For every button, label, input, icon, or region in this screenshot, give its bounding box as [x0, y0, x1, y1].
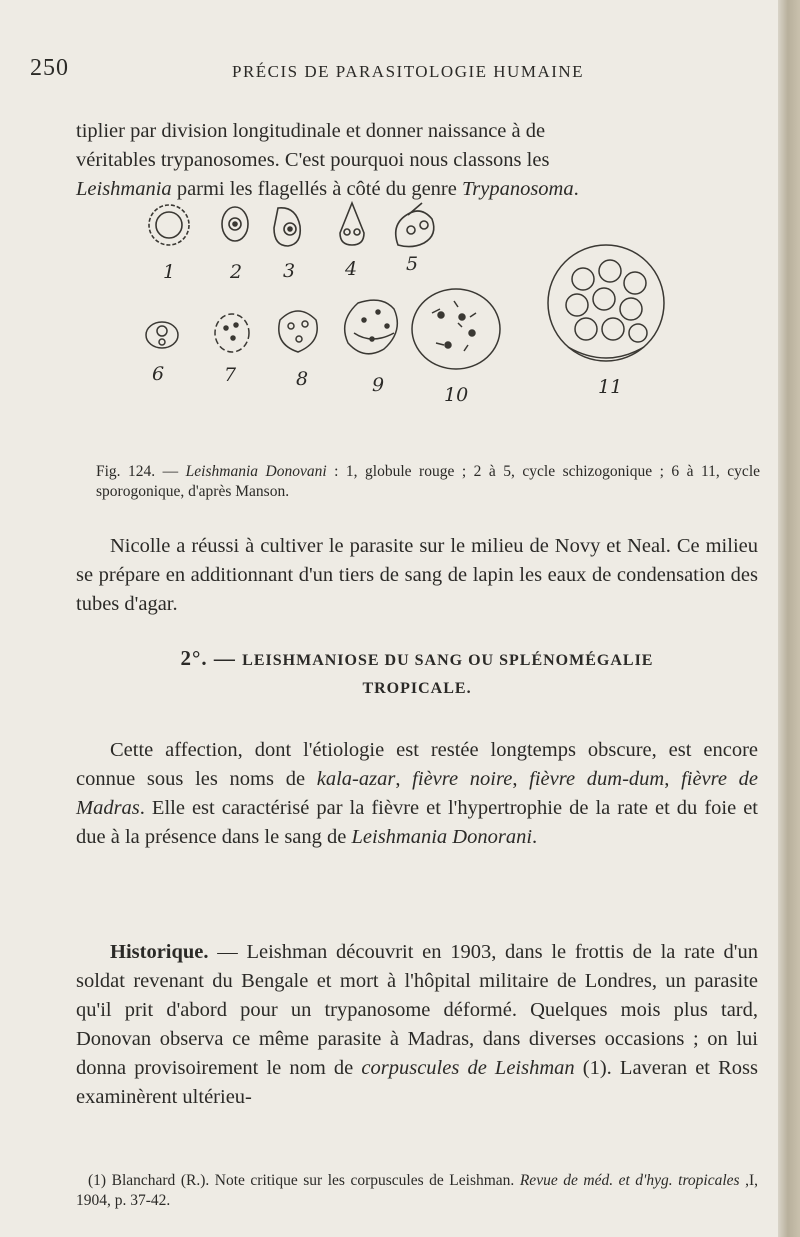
- para3-end: .: [532, 826, 538, 848]
- sep: ,: [512, 768, 530, 790]
- section-title-line1: LEISHMANIOSE DU SANG OU SPLÉNOMÉGALIE: [242, 652, 654, 669]
- sep: ,: [664, 768, 682, 790]
- section-number: 2°. —: [180, 646, 243, 670]
- figure-124-leishmania-illustration: [140, 195, 740, 485]
- para4-part1: — Leishman découvrit en 1903, dans le frottis de la rate d'un soldat revenant du Bengale et mort à l'hôpital militaire de Londres, un parasite qu'il prit d'abord pour un trypanosome déformé. Quelques mois plus tard, Donovan observa ce même parasite à Madras, dans diverses occasions ; on lui donna provisoirement le nom de: [76, 941, 758, 1079]
- cell-3: [274, 208, 300, 246]
- para1-line2: véritables trypanosomes. C'est pourquoi nous classons les: [76, 149, 550, 171]
- para4-part2: (1). Laveran et Ross examinèrent ultérieu-: [76, 1057, 758, 1108]
- figure-caption: [96, 462, 760, 502]
- page-number: 250: [30, 55, 69, 81]
- cell-7: [215, 314, 249, 352]
- cell-4: [340, 203, 364, 245]
- cell-6: [146, 322, 178, 348]
- name-kala-azar: kala-azar: [316, 768, 396, 790]
- cell-11: [548, 245, 664, 361]
- para1-line3-middle: parmi les flagellés à côté du genre: [171, 178, 462, 200]
- para3-part1: Cette affection, dont l'étiologie est restée longtemps obscure, est encore connue sous les noms de: [76, 739, 758, 790]
- sep: ,: [395, 768, 413, 790]
- caption-lead: Fig. 124. —: [96, 463, 186, 480]
- figure-drawing: [140, 195, 740, 485]
- name-fievre-dum-dum: fièvre dum-dum: [529, 768, 665, 790]
- fig-label-3: 3: [283, 260, 296, 282]
- fig-label-11: 11: [598, 376, 623, 398]
- fig-label-1: 1: [163, 261, 176, 283]
- paragraph-culture: [76, 532, 758, 619]
- page-header: [0, 55, 800, 91]
- para1-line1: tiplier par division longitudinale et donner naissance à de: [76, 120, 546, 142]
- para1-genus-leishmania: Leishmania: [76, 178, 172, 200]
- cell-8: [279, 311, 317, 352]
- para1-line3-end: .: [573, 178, 579, 200]
- cell-2: [222, 207, 248, 241]
- running-title: PRÉCIS DE PARASITOLOGIE HUMAINE: [232, 62, 585, 81]
- fig-label-4: 4: [345, 258, 358, 280]
- para2-text: Nicolle a réussi à cultiver le parasite sur le milieu de Novy et Neal. Ce milieu se prépare en additionnant d'un tiers de sang de lapin les eaux de condensation des tubes d'agar.: [76, 535, 758, 615]
- name-fievre-de-madras: fièvre de Madras: [76, 768, 759, 819]
- paragraph-continuation: [76, 117, 758, 204]
- section-heading: [76, 644, 758, 703]
- corpuscules-de-leishman: corpuscules de Leishman: [361, 1057, 575, 1079]
- book-page-edge: [778, 0, 800, 1237]
- fig-label-7: 7: [224, 364, 237, 386]
- paragraph-historique: [76, 938, 758, 1112]
- paragraph-affection: [76, 736, 758, 852]
- historique-label: Historique.: [110, 941, 209, 963]
- fig-label-5: 5: [406, 253, 419, 275]
- footnote: [76, 1171, 758, 1211]
- caption-text: : 1, globule rouge ; 2 à 5, cycle schizogonique ; 6 à 11, cycle sporogonique, d'après Manson.: [96, 463, 761, 500]
- fig-label-10: 10: [444, 384, 469, 406]
- para3-part2: . Elle est caractérisé par la fièvre et l'hypertrophie de la rate et du foie et due à la présence dans le sang de: [76, 797, 758, 848]
- footnote-author: Blanchard (R.). Note critique sur les corpuscules de Leishman.: [106, 1172, 520, 1189]
- cell-9: [345, 300, 398, 354]
- para1-genus-trypanosoma: Trypanosoma: [461, 178, 574, 200]
- caption-species: Leishmania Donovani: [185, 463, 327, 480]
- cell-5: [396, 203, 434, 247]
- footnote-marker: (1): [88, 1172, 107, 1189]
- cell-1-red-globule: [149, 205, 189, 245]
- fig-label-9: 9: [372, 374, 385, 396]
- name-fievre-noire: fièvre noire: [412, 768, 513, 790]
- species-leishmania-donorani: Leishmania Donorani: [351, 826, 533, 848]
- footnote-journal: Revue de méd. et d'hyg. tropicales: [519, 1172, 740, 1189]
- footnote-rest: ,I, 1904, p. 37-42.: [76, 1172, 758, 1209]
- fig-label-6: 6: [152, 363, 165, 385]
- fig-label-8: 8: [296, 368, 309, 390]
- fig-label-2: 2: [230, 261, 243, 283]
- section-title-line2: TROPICALE.: [362, 680, 472, 697]
- cell-10: [412, 289, 500, 369]
